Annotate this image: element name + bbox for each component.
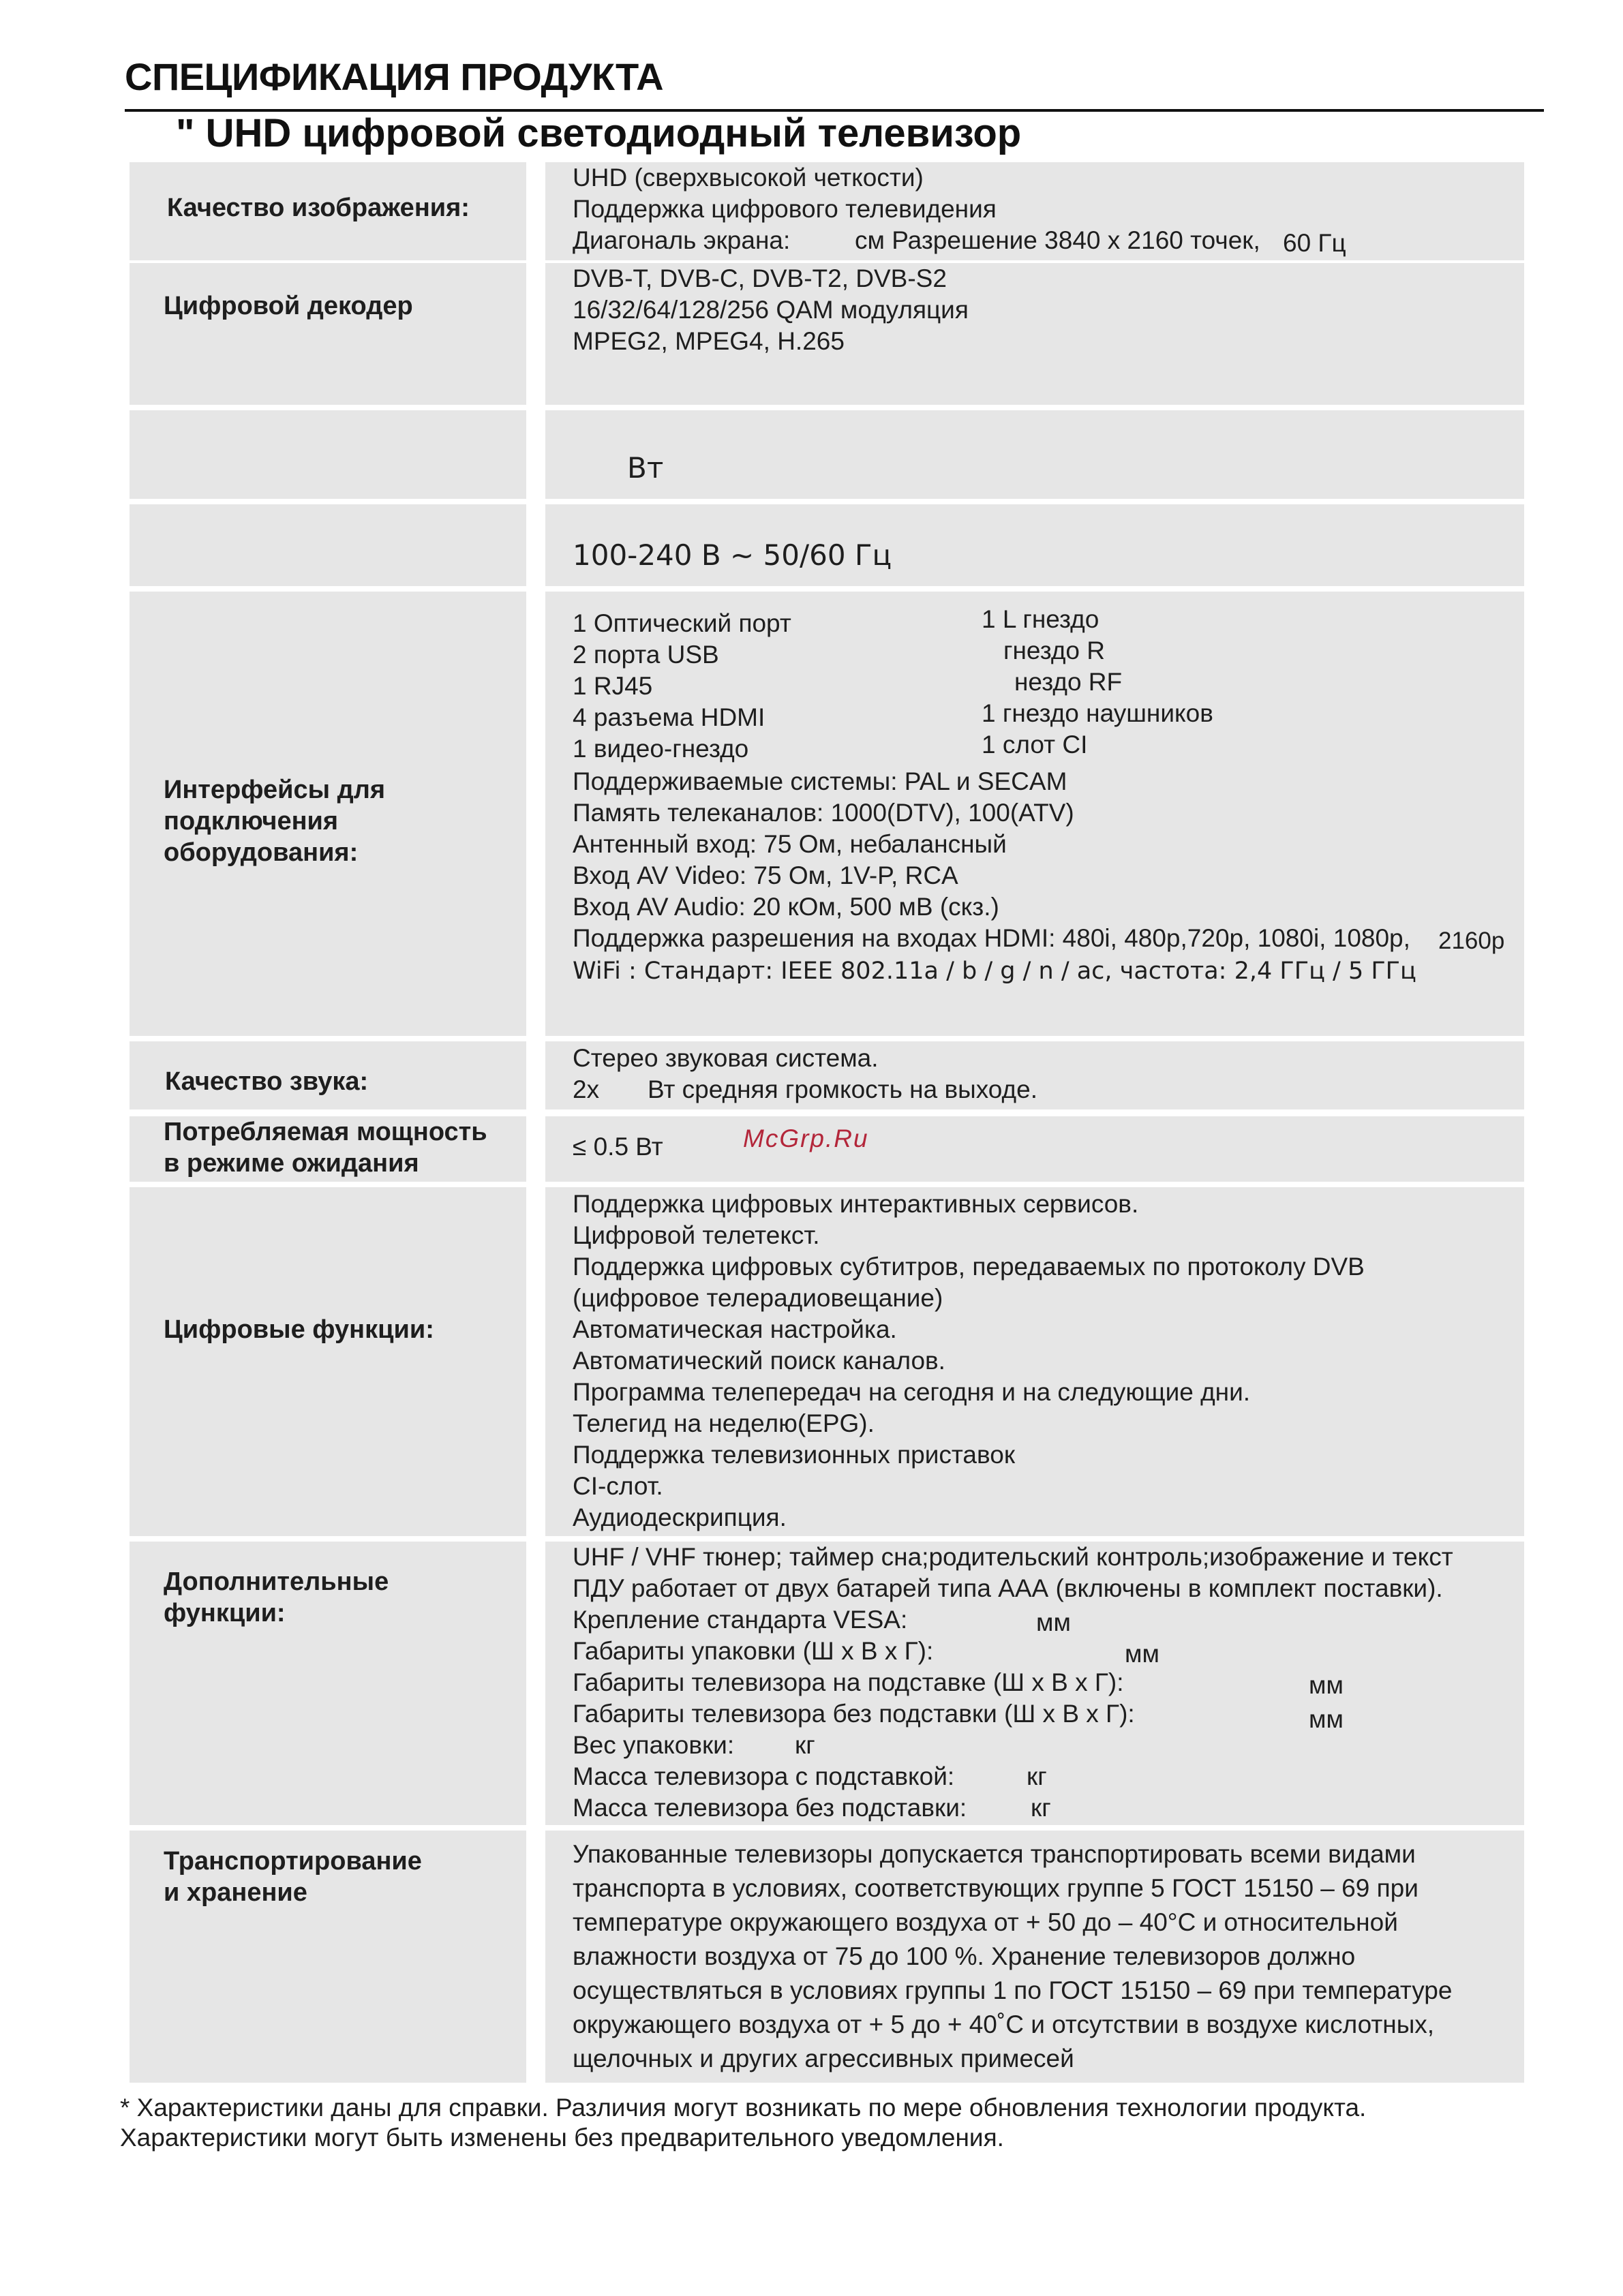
spec-line: Телегид на неделю(EPG). — [573, 1409, 875, 1437]
spec-line: щелочных и других агрессивных примесей — [573, 2045, 1074, 2072]
spec-line: Стерео звуковая система. — [573, 1044, 879, 1072]
spec-line: Поддержка цифровых субтитров, передаваемых по протоколу DVB — [573, 1253, 1365, 1281]
port-item: 1 слот CI — [982, 731, 1088, 759]
value-cell-sound — [545, 1041, 1524, 1109]
label-cell-sound — [130, 1041, 526, 1109]
label-cell-transport — [130, 1831, 526, 2083]
watermark: McGrp.Ru — [743, 1124, 869, 1152]
voltage-value: 100-240 В ~ 50/60 Гц — [573, 538, 892, 572]
page-title: СПЕЦИФИКАЦИЯ ПРОДУКТА — [125, 55, 664, 98]
spec-line: Программа телепередач на сегодня и на следующие дни. — [573, 1378, 1251, 1406]
spec-line: Поддержка разрешения на входах HDMI: 480i, 480p,720p, 1080i, 1080p, — [573, 924, 1410, 952]
spec-line: Габариты телевизора на подставке (Ш х В х Г): — [573, 1668, 1124, 1696]
unit-label: кг — [795, 1731, 815, 1759]
label-extra: Дополнительные функции: — [164, 1567, 389, 1627]
spec-line: WiFi : Стандарт: IEEE 802.11a / b / g / n / ac, частота: 2,4 ГГц / 5 ГГц — [573, 958, 1416, 985]
spec-line: Масса телевизора без подставки: — [573, 1794, 967, 1822]
footnote-line: * Характеристики даны для справки. Различия могут возникать по мере обновления технологии продукта. — [120, 2094, 1367, 2122]
label-cell-image-quality — [130, 162, 526, 260]
spec-line: Антенный вход: 75 Ом, небалансный — [573, 830, 1007, 858]
value-cell-decoder — [545, 263, 1524, 405]
spec-line: транспорта в условиях, соответствующих группе 5 ГОСТ 15150 – 69 при — [573, 1874, 1419, 1902]
spec-line: Вход AV Video: 75 Ом, 1V-P, RCA — [573, 861, 958, 889]
spec-line: Поддерживаемые системы: PAL и SECAM — [573, 767, 1067, 795]
spec-line: Поддержка цифрового телевидения — [573, 195, 997, 223]
spec-line: температуре окружающего воздуха от + 50 до – 40°С и относительной — [573, 1908, 1398, 1936]
spec-line: Автоматический поиск каналов. — [573, 1347, 945, 1375]
value-cell-power — [545, 410, 1524, 499]
spec-line: Габариты упаковки (Ш х В х Г): — [573, 1637, 934, 1665]
value-cell-standby — [545, 1116, 1524, 1182]
spec-line: CI-слот. — [573, 1472, 663, 1500]
label-sound: Качество звука: — [165, 1067, 369, 1096]
label-cell-interfaces — [130, 592, 526, 1036]
spec-line: ПДУ работает от двух батарей типа ААА (включены в комплект поставки). — [573, 1574, 1443, 1602]
spec-line: Память телеканалов: 1000(DTV), 100(ATV) — [573, 799, 1074, 827]
port-item: 1 L гнездо — [982, 605, 1099, 633]
spec-line: 2160p — [1438, 928, 1505, 954]
standby-value: ≤ 0.5 Вт — [573, 1133, 663, 1161]
unit-label: мм — [1125, 1640, 1159, 1668]
spec-line: MPEG2, MPEG4, H.265 — [573, 327, 845, 355]
port-item: 1 видео-гнездо — [573, 735, 749, 763]
label-cell-power — [130, 410, 526, 499]
port-item: 1 RJ45 — [573, 672, 653, 700]
spec-line: Вес упаковки: — [573, 1731, 735, 1759]
port-item: 1 Оптический порт — [573, 609, 791, 637]
value-cell-transport — [545, 1831, 1524, 2083]
label-cell-standby — [130, 1116, 526, 1182]
unit-label: кг — [1031, 1794, 1051, 1822]
spec-line: 60 Гц — [1283, 229, 1346, 257]
port-item: 2 порта USB — [573, 641, 719, 669]
spec-line: Цифровой телетекст. — [573, 1221, 820, 1249]
spec-line: (цифровое телерадиовещание) — [573, 1284, 943, 1312]
spec-line: DVB-T, DVB-C, DVB-T2, DVB-S2 — [573, 264, 947, 292]
label-cell-extra — [130, 1542, 526, 1825]
spec-line: 2x — [573, 1075, 600, 1103]
unit-label: кг — [1027, 1762, 1047, 1790]
label-cell-voltage — [130, 504, 526, 586]
spec-line: см Разрешение 3840 х 2160 точек, — [855, 226, 1260, 254]
unit-label: мм — [1309, 1705, 1344, 1733]
label-standby: Потребляемая мощность в режиме ожидания — [164, 1118, 487, 1178]
spec-line: Упакованные телевизоры допускается транспортировать всеми видами — [573, 1840, 1416, 1868]
value-cell-interfaces — [545, 592, 1524, 1036]
spec-line: 16/32/64/128/256 QAM модуляция — [573, 296, 969, 324]
label-cell-decoder — [130, 263, 526, 405]
label-transport: Транспортирование и хранение — [164, 1847, 422, 1907]
value-cell-digital — [545, 1187, 1524, 1536]
spec-line: Аудиодескрипция. — [573, 1503, 787, 1531]
spec-line: Масса телевизора с подставкой: — [573, 1762, 955, 1790]
spec-line: осуществляться в условиях группы 1 по ГОСТ 15150 – 69 при температуре — [573, 1976, 1453, 2004]
spec-line: влажности воздуха от 75 до 100 %. Хранение телевизоров должно — [573, 1942, 1356, 1970]
spec-line: UHF / VHF тюнер; таймер сна;родительский контроль;изображение и текст — [573, 1543, 1453, 1571]
unit-label: мм — [1036, 1608, 1071, 1636]
spec-line: Габариты телевизора без подставки (Ш х В х Г): — [573, 1700, 1135, 1728]
spec-line: Поддержка телевизионных приставок — [573, 1441, 1016, 1469]
footnote-line: Характеристики могут быть изменены без предварительного уведомления. — [120, 2124, 1004, 2152]
label-interfaces: Интерфейсы для подключения оборудования: — [164, 776, 386, 867]
spec-line: Автоматическая настройка. — [573, 1315, 897, 1343]
value-cell-extra — [545, 1542, 1524, 1825]
spec-line: Крепление стандарта VESA: — [573, 1606, 908, 1634]
port-item: 4 разъема HDMI — [573, 703, 765, 731]
label-decoder: Цифровой декодер — [164, 292, 413, 320]
spec-line: Поддержка цифровых интерактивных сервисов. — [573, 1190, 1139, 1218]
unit-label: мм — [1309, 1671, 1344, 1699]
spec-line: окружающего воздуха от + 5 до + 40˚С и отсутствии в воздухе кислотных, — [573, 2010, 1435, 2038]
port-item: 1 гнездо наушников — [982, 699, 1213, 727]
label-cell-digital — [130, 1187, 526, 1536]
spec-line: UHD (сверхвысокой четкости) — [573, 164, 924, 192]
value-cell-image-quality — [545, 162, 1524, 260]
port-item: нездо RF — [1014, 668, 1123, 696]
label-digital: Цифровые функции: — [164, 1315, 434, 1344]
spec-line: Диагональ экрана: — [573, 226, 791, 254]
spec-line: Вход AV Audio: 20 кОм, 500 мВ (скз.) — [573, 893, 999, 921]
product-subtitle: " UHD цифровой светодиодный телевизор — [176, 111, 1022, 155]
port-item: гнездо R — [1003, 637, 1106, 664]
value-cell-voltage — [545, 504, 1524, 586]
label-image-quality: Качество изображения: — [167, 194, 470, 222]
power-value: Вт — [627, 451, 664, 485]
spec-line: Вт средняя громкость на выходе. — [648, 1075, 1038, 1103]
